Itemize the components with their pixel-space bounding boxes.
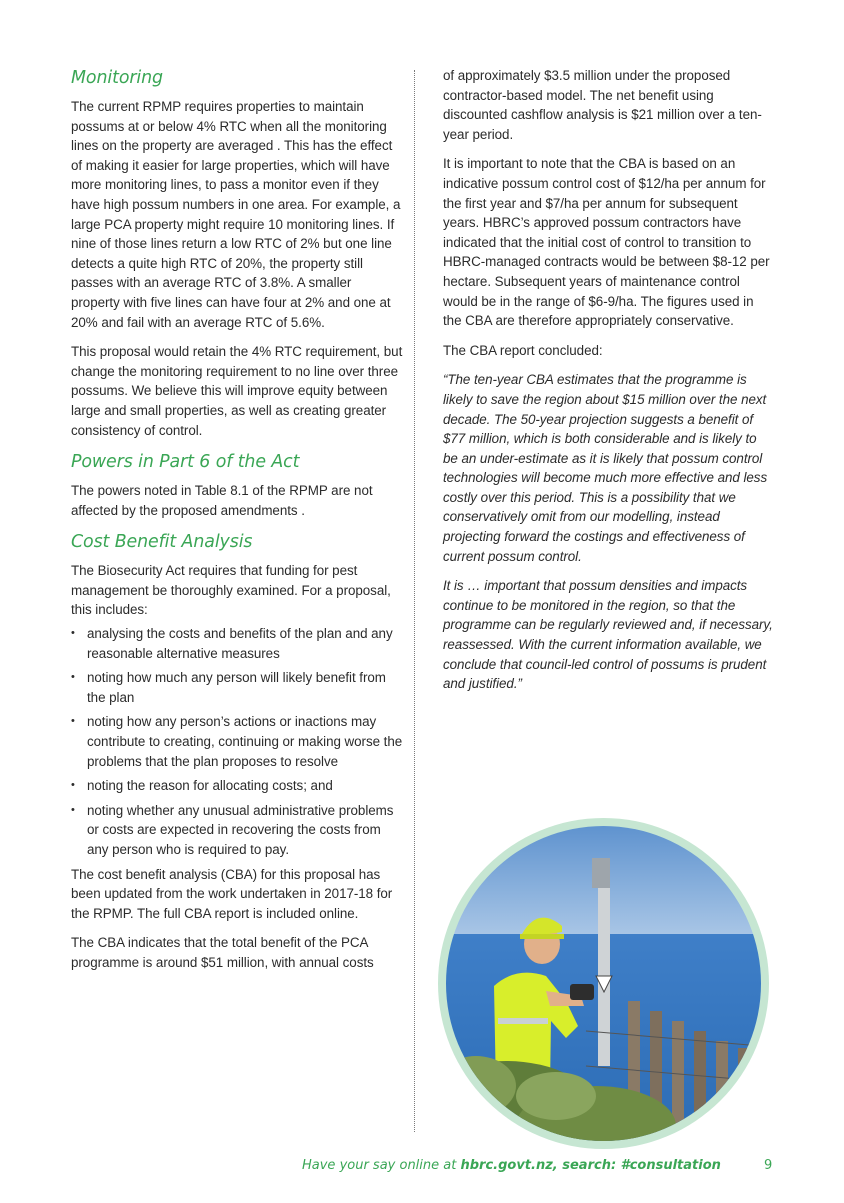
right-column [443, 66, 773, 704]
list-item: • analysing the costs and benefits of the plan and any reasonable alternative measures [71, 624, 403, 663]
page-number: 9 [764, 1158, 773, 1173]
powers-heading: Powers in Part 6 of the Act [71, 452, 300, 473]
monitoring-paragraph-2: This proposal would retain the 4% RTC requirement, but change the monitoring requirement to no line over three possums. We believe this will improve equity between large and small properties, as well as creating greater consistency of control. [71, 344, 403, 438]
monitoring-heading: Monitoring [71, 68, 163, 88]
cba-paragraph-3: The CBA indicates that the total benefit of the PCA programme is around $51 million, with annual costs [71, 935, 374, 970]
right-paragraph-1: of approximately $3.5 million under the proposed contractor-based model. The net benefit using discounted cashflow analysis is $21 million over a ten-year period. [443, 68, 762, 142]
footer-site-link[interactable]: hbrc.govt.nz, search: #consultation [460, 1158, 721, 1173]
list-item: • noting the reason for allocating costs; and [71, 776, 403, 796]
right-paragraph-2: It is important to note that the CBA is based on an indicative possum control cost of $12/ha per annum for the first year and $7/ha per annum for subsequent years. HBRC’s approved possum contractors have indicated that the initial cost of control to transition to HBRC-managed contracts would be between $8-12 per hectare. Subsequent years of maintenance control would be in the range of $6-9/ha. The figures used in the CBA are therefore appropriately conservative. [443, 156, 770, 329]
column-divider [414, 70, 415, 1132]
cba-quote-2: It is … important that possum densities and impacts continue to be monitored in the region, so that the programme can be regularly reviewed and, if necessary, reassessed. With the current information available, we conclude that council-led control of possums is prudent and justified.” [443, 578, 773, 692]
monitoring-paragraph-1: The current RPMP requires properties to maintain possums at or below 4% RTC when all the monitoring lines on the property are averaged . This has the effect of making it easier for large properties, which will have more monitoring lines, to pass a monitor even if they have high possum numbers in one area. For example, a large PCA property might require 10 monitoring lines. If nine of those lines return a low RTC of 2% but one line detects a quite high RTC of 20%, the property still passes with an average RTC of 3.8%. A smaller property with five lines can have four at 2% and one at 20% and fail with an average RTC of 5.6%. [71, 99, 401, 330]
cba-heading: Cost Benefit Analysis [71, 532, 253, 553]
cba-quote-1: “The ten-year CBA estimates that the programme is likely to save the region about $15 million over the next decade. The 50-year projection suggests a benefit of $77 million, which is both considerable and is likely to be an under-estimate as it is likely that possum control technologies will become much more effective and less costly over this period. This is a possibility that we conservatively omit from our modelling, instead projecting forward the costings and effectiveness of current possum control. [443, 372, 768, 564]
footer-lead: Have your say online at [302, 1158, 461, 1173]
powers-paragraph: The powers noted in Table 8.1 of the RPMP are not affected by the proposed amendments . [71, 483, 373, 518]
cba-paragraph-2: The cost benefit analysis (CBA) for this proposal has been updated from the work undertaken in 2017-18 for the RPMP. The full CBA report is included online. [71, 866, 393, 921]
list-item: • noting how any person’s actions or inactions may contribute to creating, continuing or making worse the problems that the plan proposes to resolve [71, 712, 403, 771]
list-item: • noting how much any person will likely benefit from the plan [71, 668, 403, 707]
contractor-photo [446, 826, 761, 1141]
right-paragraph-3: The CBA report concluded: [443, 342, 603, 358]
list-item: • noting whether any unusual administrative problems or costs are expected in recovering the costs from any person who is required to pay. [71, 801, 403, 860]
left-column [71, 66, 403, 983]
footer-text [302, 1158, 721, 1173]
cba-intro-paragraph: The Biosecurity Act requires that funding for pest management be thoroughly examined. For a proposal, this includes: [71, 563, 391, 618]
cba-bullet-list [71, 624, 403, 860]
